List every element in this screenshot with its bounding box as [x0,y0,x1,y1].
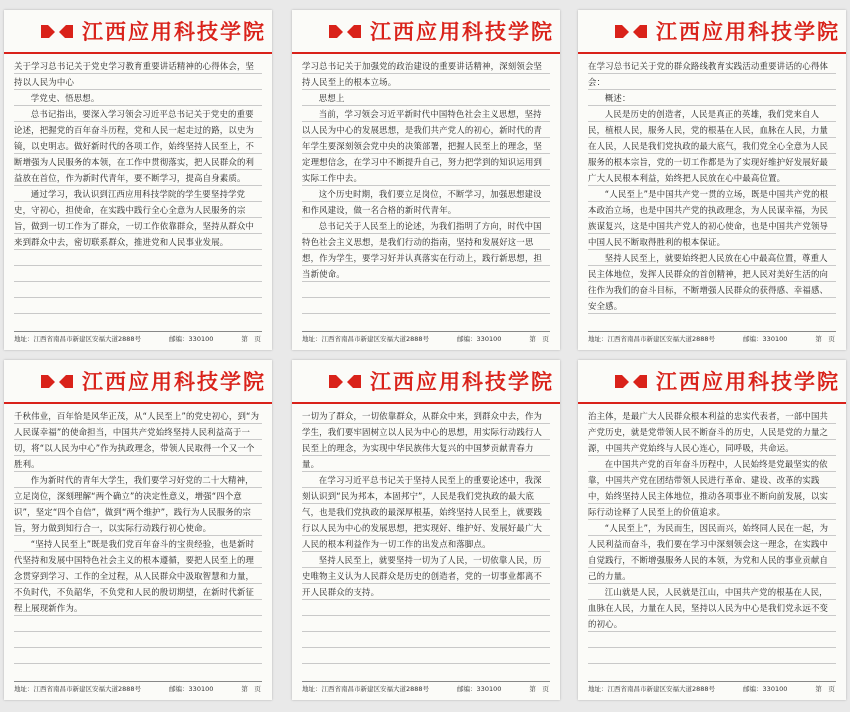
footer-page: 第 页 [815,685,835,693]
letter-paragraph: “人民至上”是中国共产党一贯的立场，既是中国共产党的根本政治立场，也是中国共产党的执政理念，为人民谋幸福，为民族谋复兴，这是中国共产党人的初心使命，也是中国共产党领导中国人民不断取得胜利的根本保证。 [588,189,829,247]
letter-paragraph: 坚持人民至上，就要坚持一切为了人民，一切依靠人民，历史唯物主义认为人民群众是历史的创造者，党的一切事业都离不开人民群众的支持。 [302,555,543,597]
school-logo-icon [614,22,648,40]
school-logo-icon [40,372,74,390]
footer-postcode: 邮编：330100 [457,685,502,693]
letter-body [14,408,262,678]
letter-paragraph: 治主体，是最广大人民群众根本利益的忠实代表者，一部中国共产党历史，就是党带领人民不断奋斗的历史，人民是党的力量之源，中国共产党始终与人民心连心，同呼吸，共命运。 [588,411,829,453]
letter-body [14,58,262,328]
letter-paragraph: 通过学习，我认识到江西应用科技学院的学生要坚持学党史，守初心，担使命，在实践中践行全心全意为人民服务的宗旨，做到一切工作为了群众，一切工作依靠群众，坚持从群众中来到群众中去，密切联系群众，推进党和人民事业发展。 [14,189,255,247]
letter-paragraph: 关于学习总书记关于党史学习教育重要讲话精神的心得体会，坚持以人民为中心 [14,61,255,87]
letter-paragraph: 当前，学习领会习近平新时代中国特色社会主义思想，坚持以人民为中心的发展思想，是我们共产党人的初心，新时代的青年学生要深刻领会党中央的决策部署，把握人民至上的理念，坚定理想信念，在学习中不断提升自己，努力把学到的知识运用到实际工作中去。 [302,109,543,183]
letter-footer [302,331,550,346]
footer-address: 地址：江西省南昌市新建区安福大道2888号 [14,335,142,343]
letter-paragraph: 学习总书记关于加强党的政治建设的重要讲话精神，深刻领会坚持人民至上的根本立场。 [302,61,543,87]
letter-paragraph: 学党史、悟思想。 [30,93,100,103]
school-name: 江西应用科技学院 [370,19,554,44]
footer-address: 地址：江西省南昌市新建区安福大道2888号 [588,685,716,693]
school-logo-icon [328,372,362,390]
letter-body [302,58,550,328]
letter-paragraph: 在中国共产党的百年奋斗历程中，人民始终是党最坚实的依靠，中国共产党在团结带领人民进行革命、建设、改革的实践中，始终坚持人民主体地位，推动各项事业不断向前发展，以实际行动诠释了人民至上的价值追求。 [588,459,829,517]
letter-page-5 [292,360,560,700]
footer-page: 第 页 [815,335,835,343]
footer-postcode: 邮编：330100 [169,685,214,693]
footer-address: 地址：江西省南昌市新建区安福大道2888号 [302,335,430,343]
letter-footer [302,681,550,696]
school-name: 江西应用科技学院 [370,369,554,394]
footer-page: 第 页 [241,685,261,693]
school-name: 江西应用科技学院 [82,19,266,44]
letter-paragraph: 一切为了群众，一切依靠群众，从群众中来，到群众中去，作为学生，我们要牢固树立以人民为中心的思想，用实际行动践行人民至上的理念，为实现中华民族伟大复兴的中国梦贡献青春力量。 [302,411,543,469]
letter-paragraph: 人民是历史的创造者，人民是真正的英雄，我们党来自人民，植根人民，服务人民，党的根基在人民，血脉在人民，力量在人民，人民是我们党执政的最大底气，我们党全心全意为人民服务的根本宗旨，党的一切工作都是为了实现好维护好发展好最广大人民根本利益，始终把人民放在心中最高位置。 [588,109,829,183]
letter-paragraph: 总书记指出，要深入学习领会习近平总书记关于党史的重要论述，把握党的百年奋斗历程，党和人民一起走过的路，以史为镜，以史明志。做好新时代的各项工作，始终坚持人民至上，不断增强为人民服务的本领，在工作中贯彻落实，把人民群众的利益放在首位，作为新时代青年，要不断学习，提高自身素质。 [14,109,255,183]
footer-page: 第 页 [529,685,549,693]
footer-address: 地址：江西省南昌市新建区安福大道2888号 [14,685,142,693]
footer-address: 地址：江西省南昌市新建区安福大道2888号 [588,335,716,343]
school-logo-icon [328,22,362,40]
letterhead [578,10,846,54]
letter-page-1 [4,10,272,350]
school-name: 江西应用科技学院 [656,369,840,394]
letter-paragraph: 在学习总书记关于党的群众路线教育实践活动重要讲话的心得体会： [588,61,829,87]
letterhead [4,360,272,404]
letter-footer [14,681,262,696]
school-name: 江西应用科技学院 [656,19,840,44]
school-logo-icon [40,22,74,40]
footer-postcode: 邮编：330100 [169,335,214,343]
letter-page-3 [578,10,846,350]
letterhead [578,360,846,404]
letter-page-2 [292,10,560,350]
footer-page: 第 页 [241,335,261,343]
letterhead [292,10,560,54]
letter-paragraph: 千秋伟业，百年恰是风华正茂，从“人民至上”的党史初心，到“为人民谋幸福”的使命担当，中国共产党始终坚持人民利益高于一切，将“以人民为中心”作为执政理念，带领人民取得一个又一个胜利。 [14,411,260,469]
letter-paragraph: 在学习习近平总书记关于坚持人民至上的重要论述中，我深刻认识到“民为邦本，本固邦宁”，人民是我们党执政的最大底气，也是我们党执政的最深厚根基，始终坚持人民至上，就要践行以人民为中心的发展思想，把实现好、维护好、发展好最广大人民的根本利益作为一切工作的出发点和落脚点。 [302,475,543,549]
letter-body [588,58,836,328]
letter-footer [588,681,836,696]
letter-paragraph: 江山就是人民，人民就是江山，中国共产党的根基在人民，血脉在人民，力量在人民，坚持以人民为中心是我们党永远不变的初心。 [588,587,829,629]
footer-address: 地址：江西省南昌市新建区安福大道2888号 [302,685,430,693]
letter-body [302,408,550,678]
letterhead [292,360,560,404]
footer-postcode: 邮编：330100 [457,335,502,343]
letter-paragraph: “人民至上”，为民而生，因民而兴，始终同人民在一起，为人民利益而奋斗，我们要在学习中深刻领会这一理念，在实践中自觉践行，不断增强服务人民的本领，为党和人民的事业贡献自己的力量。 [588,523,829,581]
letter-page-6 [578,360,846,700]
letter-footer [14,331,262,346]
letter-paragraph: 总书记关于人民至上的论述，为我们指明了方向，时代中国特色社会主义思想，是我们行动的指南，坚持和发展好这一思想，作为学生，要学习好并认真落实在行动上，践行新思想，担当新使命。 [302,221,543,279]
letter-paragraph: 作为新时代的青年大学生，我们要学习好党的二十大精神，立足岗位，深刻理解“两个确立”的决定性意义，增强“四个意识”，坚定“四个自信”，做到“两个维护”，践行为人民服务的宗旨，努力做到知行合一，以实际行动践行初心使命。 [14,475,254,533]
letter-paragraph: 概述： [604,93,631,103]
letter-paragraph: “坚持人民至上”既是我们党百年奋斗的宝贵经验，也是新时代坚持和发展中国特色社会主义的根本遵循，要把人民至上的理念贯穿到学习、工作的全过程，从人民群众中汲取智慧和力量，不负时代，不负韶华，不负党和人民的殷切期望，在新时代新征程上展现新作为。 [14,539,255,613]
school-logo-icon [614,372,648,390]
footer-page: 第 页 [529,335,549,343]
letter-paragraph: 坚持人民至上，就要始终把人民放在心中最高位置，尊重人民主体地位，发挥人民群众的首创精神，把人民对美好生活的向往作为我们的奋斗目标，不断增强人民群众的获得感、幸福感、安全感。 [588,253,829,311]
letter-footer [588,331,836,346]
footer-postcode: 邮编：330100 [743,335,788,343]
letter-paragraph: 这个历史时期，我们要立足岗位，不断学习，加强思想建设和作风建设，做一名合格的新时代青年。 [302,189,542,215]
letterhead [4,10,272,54]
footer-postcode: 邮编：330100 [743,685,788,693]
letter-paragraph: 思想上 [318,93,345,103]
school-name: 江西应用科技学院 [82,369,266,394]
letter-body [588,408,836,678]
letter-page-4 [4,360,272,700]
